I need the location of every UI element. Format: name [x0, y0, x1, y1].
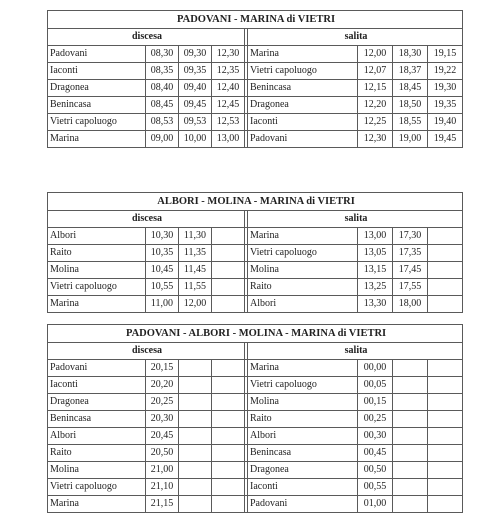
departure-time [428, 428, 463, 445]
departure-time: 18,30 [393, 46, 428, 63]
departure-time: 01,00 [358, 496, 393, 513]
table-row [48, 428, 463, 445]
departure-time [179, 394, 212, 411]
departure-time: 13,00 [212, 131, 245, 148]
stop-name: Marina [48, 131, 146, 148]
table-row [48, 479, 463, 496]
departure-time [393, 462, 428, 479]
departure-time: 11,30 [179, 228, 212, 245]
departure-time: 09,40 [179, 80, 212, 97]
stop-name: Dragonea [248, 97, 358, 114]
departure-time: 10,30 [146, 228, 179, 245]
departure-time: 19,35 [428, 97, 463, 114]
stop-name: Molina [48, 462, 146, 479]
timetable-title: ALBORI - MOLINA - MARINA di VIETRI [48, 193, 463, 211]
departure-time [393, 428, 428, 445]
stop-name: Raito [48, 245, 146, 262]
departure-time: 20,30 [146, 411, 179, 428]
departure-time [393, 479, 428, 496]
departure-time [393, 360, 428, 377]
departure-time: 17,35 [393, 245, 428, 262]
direction-header-discesa: discesa [48, 343, 245, 360]
departure-time: 21,10 [146, 479, 179, 496]
stop-name: Padovani [48, 46, 146, 63]
table-row [48, 462, 463, 479]
departure-time: 13,05 [358, 245, 393, 262]
departure-time [212, 411, 245, 428]
stop-name: Molina [248, 262, 358, 279]
departure-time [212, 428, 245, 445]
departure-time [393, 445, 428, 462]
table-row [48, 377, 463, 394]
stop-name: Benincasa [48, 97, 146, 114]
departure-time: 00,50 [358, 462, 393, 479]
departure-time: 18,45 [393, 80, 428, 97]
timetable-body [48, 11, 463, 148]
departure-time [212, 262, 245, 279]
departure-time [212, 479, 245, 496]
timetable-body [48, 325, 463, 513]
departure-time: 12,07 [358, 63, 393, 80]
stop-name: Benincasa [248, 80, 358, 97]
stop-name: Padovani [248, 496, 358, 513]
stop-name: Raito [248, 279, 358, 296]
table-row [48, 114, 463, 131]
departure-time [179, 411, 212, 428]
departure-time: 10,35 [146, 245, 179, 262]
stop-name: Raito [48, 445, 146, 462]
departure-time: 00,00 [358, 360, 393, 377]
departure-time [393, 411, 428, 428]
departure-time: 20,15 [146, 360, 179, 377]
departure-time: 12,30 [358, 131, 393, 148]
departure-time: 00,15 [358, 394, 393, 411]
departure-time [212, 496, 245, 513]
departure-time: 10,00 [179, 131, 212, 148]
departure-time [179, 496, 212, 513]
departure-time: 17,45 [393, 262, 428, 279]
stop-name: Iaconti [48, 377, 146, 394]
departure-time [428, 279, 463, 296]
departure-time: 20,45 [146, 428, 179, 445]
departure-time: 08,53 [146, 114, 179, 131]
table-row [48, 296, 463, 313]
timetable-body [48, 193, 463, 313]
table-row [48, 262, 463, 279]
departure-time: 21,00 [146, 462, 179, 479]
departure-time [428, 296, 463, 313]
departure-time: 00,45 [358, 445, 393, 462]
direction-header-discesa: discesa [48, 29, 245, 46]
departure-time: 09,00 [146, 131, 179, 148]
departure-time [212, 377, 245, 394]
departure-time: 12,00 [358, 46, 393, 63]
departure-time: 12,15 [358, 80, 393, 97]
stop-name: Padovani [248, 131, 358, 148]
departure-time [393, 496, 428, 513]
departure-time [179, 462, 212, 479]
departure-time: 18,37 [393, 63, 428, 80]
departure-time: 00,25 [358, 411, 393, 428]
timetable-title: PADOVANI - ALBORI - MOLINA - MARINA di VIETRI [48, 325, 463, 343]
timetable-title-row [48, 325, 463, 343]
timetable-title: PADOVANI - MARINA di VIETRI [48, 11, 463, 29]
departure-time [212, 445, 245, 462]
timetable-title-row [48, 193, 463, 211]
stop-name: Vietri capoluogo [48, 114, 146, 131]
departure-time: 00,05 [358, 377, 393, 394]
stop-name: Marina [248, 228, 358, 245]
stop-name: Molina [248, 394, 358, 411]
stop-name: Padovani [48, 360, 146, 377]
departure-time [428, 245, 463, 262]
table-row [48, 228, 463, 245]
stop-name: Vietri capoluogo [248, 377, 358, 394]
departure-time [212, 228, 245, 245]
direction-header-salita: salita [248, 343, 463, 360]
departure-time [179, 360, 212, 377]
table-row [48, 279, 463, 296]
stop-name: Iaconti [48, 63, 146, 80]
departure-time: 12,40 [212, 80, 245, 97]
departure-time [428, 445, 463, 462]
departure-time: 00,55 [358, 479, 393, 496]
stop-name: Dragonea [48, 394, 146, 411]
departure-time: 09,30 [179, 46, 212, 63]
departure-time: 13,00 [358, 228, 393, 245]
stop-name: Benincasa [248, 445, 358, 462]
stop-name: Iaconti [248, 114, 358, 131]
departure-time [212, 462, 245, 479]
departure-time [428, 262, 463, 279]
departure-time [393, 377, 428, 394]
departure-time: 12,30 [212, 46, 245, 63]
departure-time: 19,30 [428, 80, 463, 97]
departure-time [428, 496, 463, 513]
departure-time: 18,55 [393, 114, 428, 131]
departure-time: 17,55 [393, 279, 428, 296]
direction-header-row [48, 29, 463, 46]
departure-time: 08,30 [146, 46, 179, 63]
departure-time [428, 462, 463, 479]
table-row [48, 360, 463, 377]
departure-time [428, 479, 463, 496]
direction-header-row [48, 211, 463, 228]
timetable-title-row [48, 11, 463, 29]
stop-name: Iaconti [248, 479, 358, 496]
stop-name: Dragonea [48, 80, 146, 97]
stop-name: Vietri capoluogo [48, 479, 146, 496]
departure-time: 18,00 [393, 296, 428, 313]
departure-time: 19,22 [428, 63, 463, 80]
departure-time [179, 479, 212, 496]
departure-time: 13,25 [358, 279, 393, 296]
departure-time: 19,40 [428, 114, 463, 131]
departure-time: 11,45 [179, 262, 212, 279]
departure-time: 12,25 [358, 114, 393, 131]
departure-time: 00,30 [358, 428, 393, 445]
stop-name: Molina [48, 262, 146, 279]
departure-time: 19,00 [393, 131, 428, 148]
departure-time [428, 228, 463, 245]
departure-time: 08,40 [146, 80, 179, 97]
stop-name: Albori [48, 428, 146, 445]
departure-time [212, 279, 245, 296]
departure-time: 11,00 [146, 296, 179, 313]
stop-name: Vietri capoluogo [248, 245, 358, 262]
stop-name: Albori [48, 228, 146, 245]
departure-time [428, 394, 463, 411]
table-row [48, 80, 463, 97]
table-row [48, 394, 463, 411]
departure-time: 12,00 [179, 296, 212, 313]
departure-time [179, 377, 212, 394]
departure-time: 20,25 [146, 394, 179, 411]
departure-time [393, 394, 428, 411]
departure-time [428, 411, 463, 428]
table-row [48, 63, 463, 80]
direction-header-row [48, 343, 463, 360]
departure-time [179, 445, 212, 462]
timetable-padovani-albori-molina-marina [47, 324, 463, 513]
departure-time: 13,15 [358, 262, 393, 279]
table-row [48, 411, 463, 428]
table-row [48, 97, 463, 114]
departure-time: 17,30 [393, 228, 428, 245]
departure-time: 08,35 [146, 63, 179, 80]
departure-time [212, 360, 245, 377]
departure-time: 12,35 [212, 63, 245, 80]
departure-time [212, 245, 245, 262]
table-row [48, 496, 463, 513]
departure-time: 19,15 [428, 46, 463, 63]
stop-name: Marina [48, 496, 146, 513]
stop-name: Albori [248, 428, 358, 445]
stop-name: Dragonea [248, 462, 358, 479]
departure-time [179, 428, 212, 445]
stop-name: Benincasa [48, 411, 146, 428]
departure-time: 09,35 [179, 63, 212, 80]
departure-time: 19,45 [428, 131, 463, 148]
departure-time: 20,50 [146, 445, 179, 462]
departure-time [428, 360, 463, 377]
direction-header-discesa: discesa [48, 211, 245, 228]
departure-time: 12,45 [212, 97, 245, 114]
departure-time: 18,50 [393, 97, 428, 114]
departure-time [212, 296, 245, 313]
departure-time: 12,53 [212, 114, 245, 131]
departure-time: 11,35 [179, 245, 212, 262]
stop-name: Marina [248, 46, 358, 63]
stop-name: Marina [248, 360, 358, 377]
departure-time: 13,30 [358, 296, 393, 313]
departure-time [212, 394, 245, 411]
direction-header-salita: salita [248, 29, 463, 46]
departure-time: 21,15 [146, 496, 179, 513]
departure-time: 10,45 [146, 262, 179, 279]
direction-header-salita: salita [248, 211, 463, 228]
departure-time [428, 377, 463, 394]
table-row [48, 46, 463, 63]
table-row [48, 131, 463, 148]
departure-time: 12,20 [358, 97, 393, 114]
departure-time: 08,45 [146, 97, 179, 114]
departure-time: 09,53 [179, 114, 212, 131]
departure-time: 10,55 [146, 279, 179, 296]
table-row [48, 445, 463, 462]
stop-name: Marina [48, 296, 146, 313]
stop-name: Raito [248, 411, 358, 428]
departure-time: 09,45 [179, 97, 212, 114]
stop-name: Vietri capoluogo [248, 63, 358, 80]
departure-time: 11,55 [179, 279, 212, 296]
stop-name: Albori [248, 296, 358, 313]
timetable-padovani-marina [47, 10, 463, 148]
table-row [48, 245, 463, 262]
timetable-albori-molina-marina [47, 192, 463, 313]
departure-time: 20,20 [146, 377, 179, 394]
stop-name: Vietri capoluogo [48, 279, 146, 296]
